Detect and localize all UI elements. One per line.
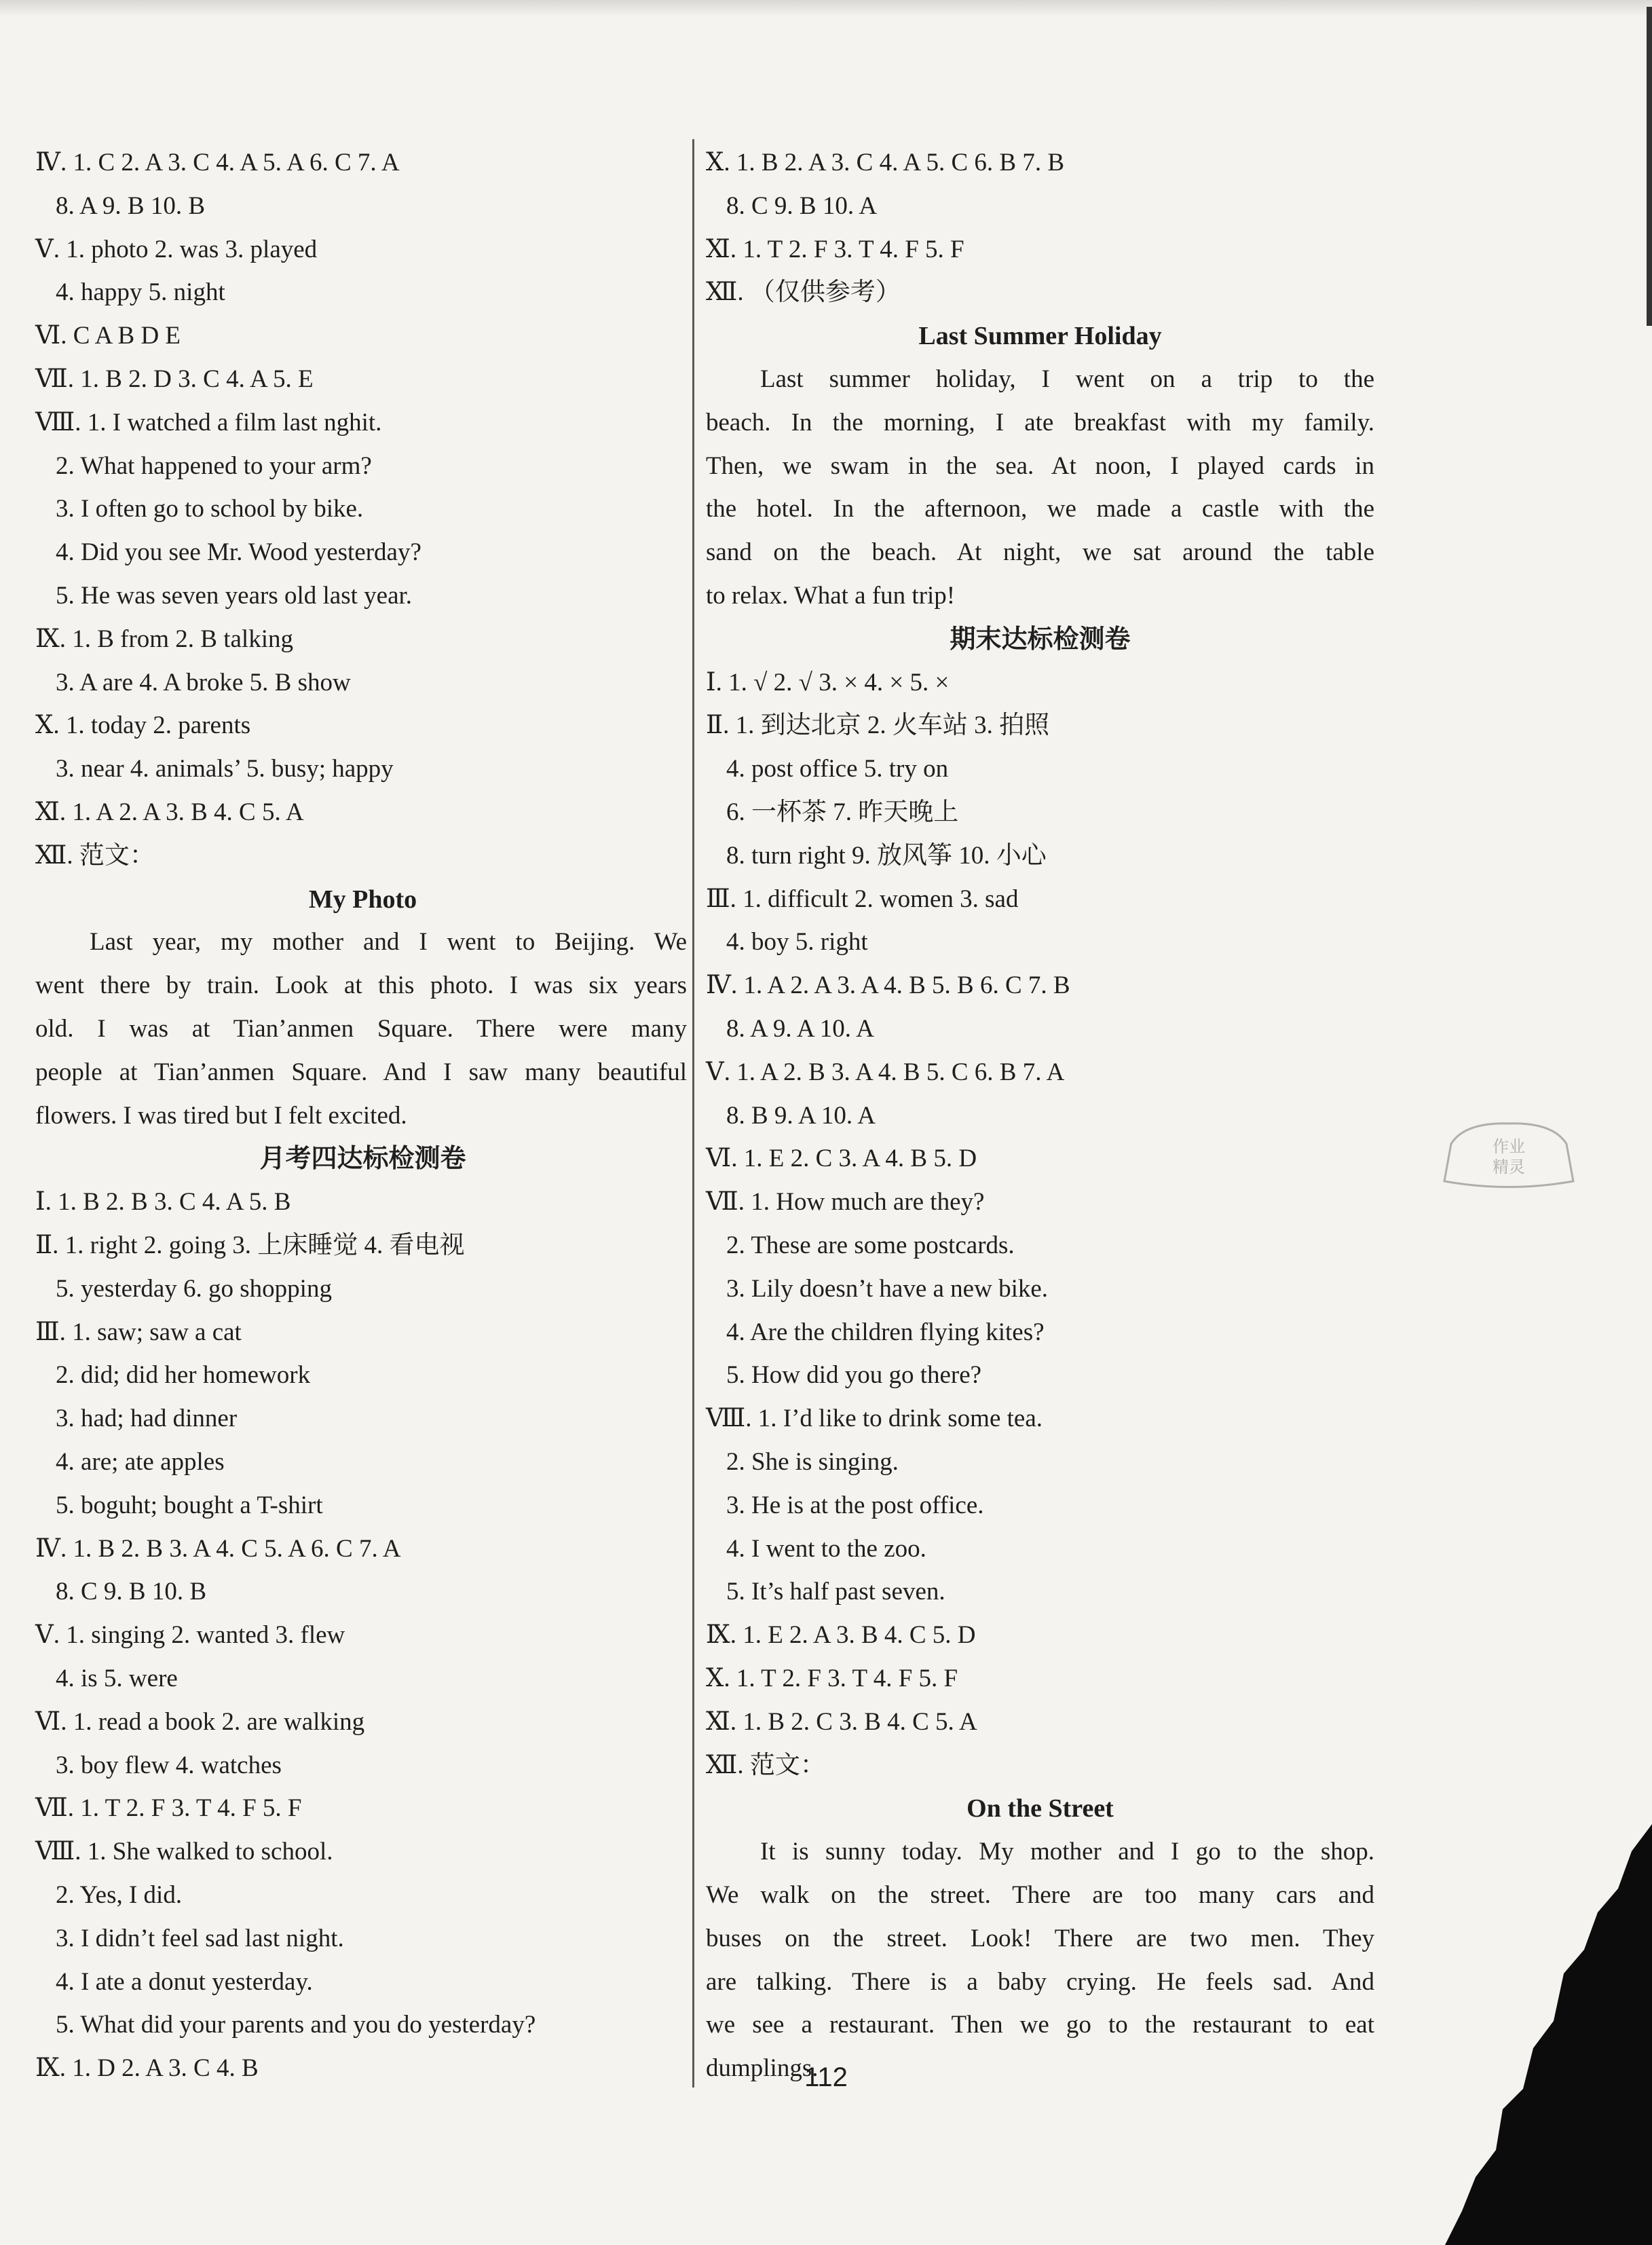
answer-line: 5. yesterday 6. go shopping — [56, 1274, 332, 1303]
answer-line: Ⅻ. 范文： — [35, 841, 155, 870]
answer-line: 5. It’s half past seven. — [726, 1578, 945, 1606]
watermark-stamp-icon — [1438, 1117, 1580, 1198]
essay-line: We walk on the street. There are too many cars and — [706, 1881, 1374, 1909]
page-number: 112 — [804, 2062, 848, 2092]
answer-line: 3. Lily doesn’t have a new bike. — [726, 1274, 1049, 1303]
section-title: 期末达标检测卷 — [950, 625, 1131, 654]
svg-text:精灵: 精灵 — [1493, 1157, 1525, 1176]
torn-corner-shadow — [1381, 1824, 1652, 2245]
essay-title: My Photo — [308, 885, 417, 914]
answer-line: Ⅸ. 1. E 2. A 3. B 4. C 5. D — [706, 1621, 976, 1650]
answer-line: Ⅺ. 1. B 2. C 3. B 4. C 5. A — [706, 1707, 977, 1736]
answer-line: 5. He was seven years old last year. — [56, 582, 413, 610]
answer-line: 2. What happened to your arm? — [56, 451, 372, 480]
essay-title: Last Summer Holiday — [918, 322, 1162, 351]
answer-line: Ⅶ. 1. B 2. D 3. C 4. A 5. E — [35, 365, 314, 393]
essay-line: old. I was at Tian’anmen Square. There were many — [35, 1015, 687, 1043]
answer-line: Ⅲ. 1. difficult 2. women 3. sad — [706, 885, 1019, 913]
essay-line: It is sunny today. My mother and I go to the shop. — [760, 1838, 1374, 1866]
column-divider — [692, 139, 694, 2088]
answer-line: Ⅴ. 1. photo 2. was 3. played — [35, 235, 318, 263]
answer-line: Ⅱ. 1. right 2. going 3. 上床睡觉 4. 看电视 — [35, 1231, 465, 1259]
answer-line: Ⅷ. 1. I’d like to drink some tea. — [706, 1405, 1043, 1433]
answer-line: Ⅷ. 1. I watched a film last nghit. — [35, 408, 382, 437]
essay-line: are talking. There is a baby crying. He feels sad. And — [706, 1967, 1374, 1996]
essay-line: Last summer holiday, I went on a trip to the — [760, 365, 1374, 393]
answer-line: 3. He is at the post office. — [726, 1491, 984, 1519]
essay-line: went there by train. Look at this photo. I was six years — [35, 971, 687, 1000]
answer-line: 8. A 9. A 10. A — [726, 1015, 874, 1043]
essay-line: Last year, my mother and I went to Beijing. We — [90, 928, 687, 957]
answer-line: 2. These are some postcards. — [726, 1231, 1015, 1259]
answer-line: Ⅸ. 1. D 2. A 3. C 4. B — [35, 2054, 259, 2083]
answer-line: 4. is 5. were — [56, 1665, 178, 1692]
answer-line: 3. boy flew 4. watches — [56, 1751, 282, 1779]
answer-line: Ⅵ. 1. E 2. C 3. A 4. B 5. D — [706, 1145, 977, 1173]
answer-line: 3. I didn’t feel sad last night. — [56, 1924, 344, 1952]
essay-line: the hotel. In the afternoon, we made a castle with the — [706, 495, 1374, 523]
answer-line: Ⅷ. 1. She walked to school. — [35, 1838, 333, 1866]
essay-line: we see a restaurant. Then we go to the restaurant to eat — [706, 2011, 1374, 2039]
answer-line: Ⅱ. 1. 到达北京 2. 火车站 3. 拍照 — [706, 711, 1050, 740]
essay-line: sand on the beach. At night, we sat around the table — [706, 538, 1374, 567]
answer-line: Ⅰ. 1. B 2. B 3. C 4. A 5. B — [35, 1188, 291, 1217]
answer-line: Ⅸ. 1. B from 2. B talking — [35, 625, 293, 653]
essay-line: flowers. I was tired but I felt excited. — [35, 1101, 407, 1130]
svg-text:作业: 作业 — [1493, 1137, 1525, 1156]
answer-line: 5. boguht; bought a T-shirt — [56, 1491, 323, 1519]
answer-line: 4. boy 5. right — [726, 928, 868, 957]
answer-line: 8. B 9. A 10. A — [726, 1101, 876, 1130]
answer-line: Ⅹ. 1. B 2. A 3. C 4. A 5. C 6. B 7. B — [706, 149, 1065, 177]
answer-line: Ⅹ. 1. today 2. parents — [35, 711, 251, 740]
essay-title: On the Street — [966, 1794, 1114, 1823]
answer-line: Ⅻ. （仅供参考） — [706, 278, 901, 307]
answer-line: 4. Did you see Mr. Wood yesterday? — [56, 538, 421, 567]
essay-line: buses on the street. Look! There are two men. They — [706, 1924, 1374, 1952]
answer-line: Ⅻ. 范文： — [706, 1751, 825, 1779]
answer-line: Ⅶ. 1. How much are they? — [706, 1188, 985, 1217]
answer-line: 5. How did you go there? — [726, 1361, 982, 1390]
answer-line: 3. A are 4. A broke 5. B show — [56, 668, 351, 697]
answer-line: 4. I ate a donut yesterday. — [56, 1967, 313, 1996]
answer-line: 3. I often go to school by bike. — [56, 495, 364, 523]
answer-line: 4. I went to the zoo. — [726, 1534, 926, 1563]
answer-line: Ⅳ. 1. C 2. A 3. C 4. A 5. A 6. C 7. A — [35, 149, 400, 177]
answer-line: 2. did; did her homework — [56, 1361, 311, 1390]
answer-line: 8. C 9. B 10. B — [56, 1578, 207, 1606]
essay-line: to relax. What a fun trip! — [706, 582, 956, 610]
answer-line: 4. are; ate apples — [56, 1448, 225, 1476]
answer-line: Ⅶ. 1. T 2. F 3. T 4. F 5. F — [35, 1794, 302, 1823]
page-top-shadow — [0, 0, 1652, 16]
answer-line: 4. happy 5. night — [56, 278, 225, 307]
answer-line: 3. had; had dinner — [56, 1405, 238, 1433]
answer-line: Ⅴ. 1. A 2. B 3. A 4. B 5. C 6. B 7. A — [706, 1058, 1065, 1086]
answer-line: Ⅰ. 1. √ 2. √ 3. × 4. × 5. × — [706, 668, 950, 697]
essay-line: beach. In the morning, I ate breakfast with my family. — [706, 408, 1374, 437]
answer-line: 8. A 9. B 10. B — [56, 191, 205, 220]
answer-line: Ⅲ. 1. saw; saw a cat — [35, 1318, 242, 1346]
answer-line: 4. Are the children flying kites? — [726, 1318, 1045, 1346]
answer-line: 3. near 4. animals’ 5. busy; happy — [56, 755, 394, 783]
answer-line: Ⅴ. 1. singing 2. wanted 3. flew — [35, 1621, 345, 1650]
answer-line: 8. C 9. B 10. A — [726, 191, 878, 220]
answer-line: Ⅺ. 1. A 2. A 3. B 4. C 5. A — [35, 798, 304, 826]
scan-edge-mark — [1647, 7, 1652, 326]
answer-line: 6. 一杯茶 7. 昨天晚上 — [726, 798, 959, 826]
answer-line: Ⅺ. 1. T 2. F 3. T 4. F 5. F — [706, 235, 964, 263]
essay-line: dumplings. — [706, 2054, 819, 2083]
answer-line: Ⅵ. 1. read a book 2. are walking — [35, 1707, 365, 1736]
answer-line: 4. post office 5. try on — [726, 755, 949, 783]
answer-line: Ⅹ. 1. T 2. F 3. T 4. F 5. F — [706, 1665, 958, 1692]
answer-line: 8. turn right 9. 放风筝 10. 小心 — [726, 841, 1047, 870]
essay-line: people at Tian’anmen Square. And I saw many beautiful — [35, 1058, 687, 1086]
answer-line: 2. She is singing. — [726, 1448, 899, 1476]
answer-line: Ⅵ. C A B D E — [35, 322, 181, 350]
answer-line: 5. What did your parents and you do yesterday? — [56, 2011, 536, 2039]
answer-line: Ⅳ. 1. B 2. B 3. A 4. C 5. A 6. C 7. A — [35, 1534, 401, 1563]
essay-line: Then, we swam in the sea. At noon, I played cards in — [706, 451, 1374, 480]
answer-line: 2. Yes, I did. — [56, 1881, 183, 1909]
section-title: 月考四达标检测卷 — [259, 1145, 466, 1174]
answer-line: Ⅳ. 1. A 2. A 3. A 4. B 5. B 6. C 7. B — [706, 971, 1070, 1000]
